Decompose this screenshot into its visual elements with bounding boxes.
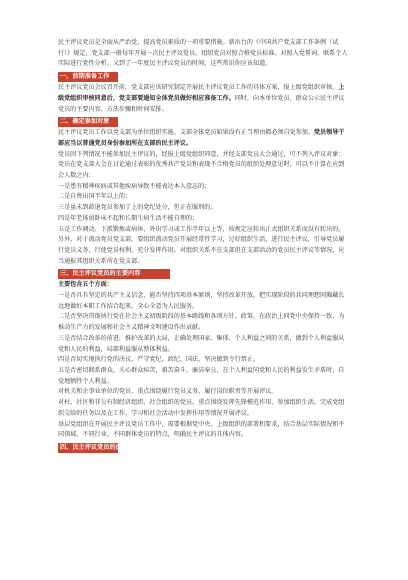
section-2-heading: 二、确定参加对象 (58, 117, 118, 127)
intro-paragraph: 民主评议党员是全面从严治党、提高党员素质的一项重要措施。新出台的《中国共产党支部工作条例（试行）》规定，党支部一般每年开展一次民主评议党员。组织党员对照合格党员标准、对照入党誓词，联系个人实际进行党性分析。又到了一年度民主评议党员的时间，这些常识你应该知道。 (58, 39, 348, 68)
section-3-para-3: 基层党组织在开展民主评议党员工作中，需要根据党中央、上级组织的部署和要求，结合基层实际情况和不同领域、不同行业、不同群体党员的特点，明确民主评议的具体内容。 (58, 420, 345, 439)
section-1-para-3: 同时，向本单位党员、群众公示民主评议党员的主要内容、方法步骤和时间安排。 (58, 94, 345, 113)
section-3-item-4: 四是否切实地执行党的决议，严守党纪、政纪、国法，坚决做到令行禁止。 (58, 356, 260, 364)
section-4-heading: 四、民主评议党员的流程 (60, 443, 129, 451)
section-1-heading: 一、前期准备工作 (58, 72, 118, 82)
document-page (58, 38, 350, 454)
section-2-para-3: 党员因下列情况不能参加民主评议的，经报上级党组织同意，并经支部党员大会通过，可不列入评议对象：党员在党支部大会在讨论通过表彰的优秀共产党员和表现不合格党员的组织处理意见时，可以不计算在应到会人数之内： (58, 150, 345, 180)
section-3-item-5: 五是否密切联系群众，关心群众疾苦，艰苦奋斗，廉洁奉公，在个人利益同党和人民的利益发生矛盾时，自觉地牺牲个人利益。 (58, 366, 345, 385)
section-2-para-4: 另外，对于流动党员党支部，要组织流动党员开展经常性学习，过好组织生活，进行民主评议，引导党员履行党员义务，行使党员权利，充分发挥作用。对组织关系不在支部但在支部活动的党员民主评议等情况，应当通报其组织关系所在党支部。 (58, 236, 345, 265)
section-2-text (58, 128, 350, 149)
section-3-item-3: 三是否结合改革的前进，推护改革的大局，正确处理国家、集体、个人利益之间的关系，做到个人利益服从党和人民的利益，局部利益服从整体利益。 (58, 334, 345, 353)
section-2-para-1: 民主评议党员工作以党支部为单位组织实施。支部全体党员如果没有正当理由都必须自觉参加。 (58, 129, 314, 137)
section-1-para-1: 民主评议党员会议召开前，党支部应该研究制定开展民主评议党员工作的具体方案，报上级党组织审核。 (58, 84, 339, 92)
section-3-para-2: 对村、社区和非公有制经济组织、社会组织的党员，重点围绕发挥先锋模范作用、参加组织生活、完成党组织交给的任务以及在工作、学习和社会活动中发挥作用等情况开展评议。 (58, 399, 345, 417)
section-2-item-3: 三是虽未到龄退党员参加了上的党纪处分，但正在服刑的； (58, 204, 217, 212)
section-2-item-1: 一是患有精神疾病或其他疾病导致不能表达本人意志的； (58, 182, 211, 190)
section-1-para-2: 上级党组织审核同意后，党支部要通知全体党员做好相应准备工作。 (58, 84, 345, 102)
section-2-item-2: 二是自费出国半年以上的； (58, 193, 132, 201)
section-3-para-1: 对机关和企事业单位的党员，重点围绕履行党员义务、履行岗位职责等开展评议。 (58, 388, 278, 396)
section-2-para-2: 党员领导干部应当以普通党员身份参加所在支部的民主评议。 (58, 129, 345, 147)
section-3-item-1: 一是否具有坚定的共产主义信念，能否坚持四项基本原则，坚持改革开放，把实现阶段的共同理想同胸藏长远地做好本职工作结合起来，全心全意为人民服务。 (58, 292, 345, 310)
section-2-item-4: 四是年老体弱卧床不起和长期生病生活不能自理的； (58, 214, 199, 222)
section-2-item-5: 五是工作调动、下派锻炼或病休、外出学习或工作半年以上等，按规定应转出正式组织关系而没有转出的。 (58, 225, 345, 233)
section-1-text (58, 83, 350, 115)
section-3-subhead: 主要包含五个方面： (58, 281, 113, 289)
section-3-heading: 三、民主评议党员的主要内容 (58, 269, 170, 279)
section-3-item-2: 二是否坚决贯彻执行党在社会主义初级阶段的基本路线和各项方针、政策，在政治上同党中央保持一致，为推动生产力的发展和社会主义精神文明建设作出贡献。 (58, 313, 345, 332)
